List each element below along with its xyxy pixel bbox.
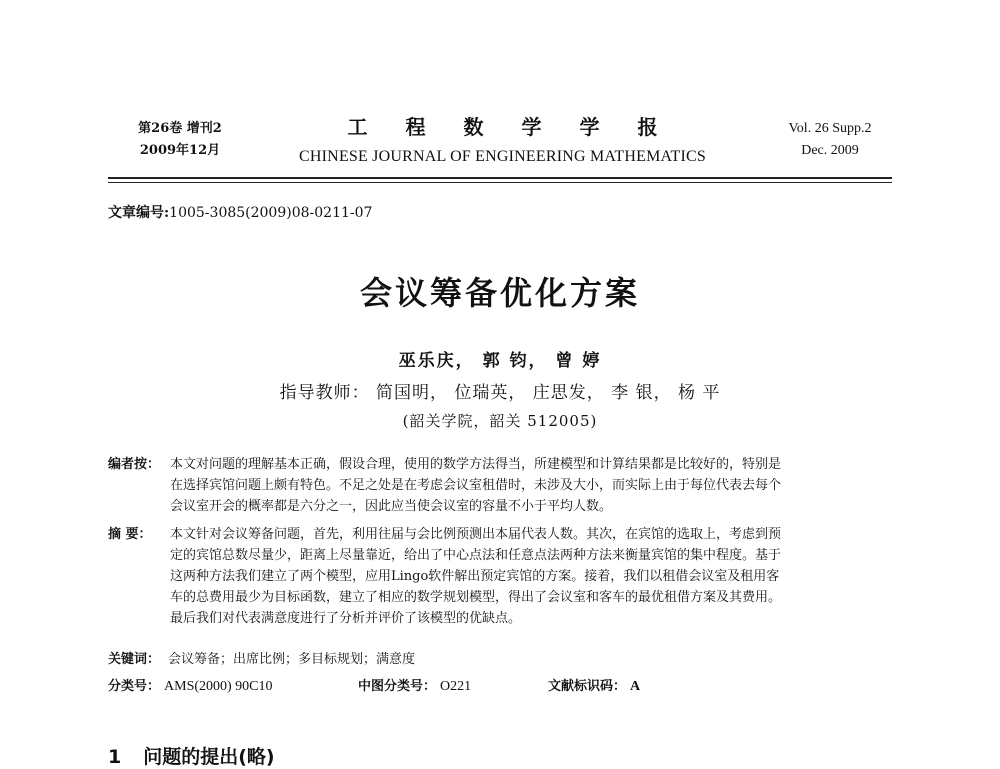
- abstract-line: 本文针对会议筹备问题，首先，利用往届与会比例预测出本届代表人数。其次，在宾馆的选取上，考虑到预: [170, 527, 782, 542]
- doc-label: 文献标识码：: [548, 679, 627, 694]
- advisors: 指导教师： 简国明， 位瑞英， 庄思发， 李 银， 杨 平: [279, 383, 721, 403]
- editor-note-line: 本文对问题的理解基本正确，假设合理，使用的数学方法得当，所建模型和计算结果都是比较好的，特别是: [170, 457, 782, 472]
- ams-label: 分类号：: [108, 679, 161, 694]
- cn-value: O221: [440, 679, 472, 694]
- article-number: [108, 202, 372, 222]
- keywords-value: 会议筹备；出席比例；多目标规划；满意度: [168, 652, 416, 667]
- abstract-line: 定的宾馆总数尽量少，距离上尽量靠近，给出了中心点法和任意点法两种方法来衡量宾馆的集中程度。基于: [170, 548, 782, 563]
- keywords: [108, 648, 415, 667]
- journal-volume-en: [760, 118, 900, 162]
- classification: [108, 675, 900, 695]
- volume-en: Vol. 26 Supp.2: [788, 121, 872, 136]
- abstract-line: 最后我们对代表满意度进行了分析并评价了该模型的优缺点。: [170, 611, 522, 626]
- section-title: 问题的提出(略): [143, 746, 275, 768]
- doc-value: A: [630, 679, 641, 694]
- editor-note-line: 在选择宾馆问题上颇有特色。不足之处是在考虑会议室租借时，未涉及大小，而实际上由于每位代表去每个: [170, 478, 782, 493]
- header-rule-thin: [108, 182, 892, 183]
- journal-name-en: CHINESE JOURNAL OF ENGINEERING MATHEMATICS: [299, 148, 706, 165]
- ams-classification: [108, 675, 358, 695]
- section-number: 1: [108, 746, 122, 768]
- article-number-label: 文章编号:: [108, 205, 170, 221]
- ams-value: AMS(2000) 90C10: [164, 679, 273, 694]
- abstract-line: 这两种方法我们建立了两个模型，应用Lingo软件解出预定宾馆的方案。接着，我们以租借会议室及租用客: [170, 569, 780, 584]
- journal-name: [255, 112, 750, 170]
- date-cn: 2009年12月: [139, 143, 221, 158]
- volume-cn: 第26卷 增刊2: [138, 121, 222, 136]
- editor-note-label: 编者按：: [108, 457, 161, 472]
- keywords-label: 关键词：: [108, 652, 161, 667]
- doc-code: [548, 675, 640, 695]
- paper-title: 会议筹备优化方案: [359, 274, 640, 312]
- journal-volume-cn: [110, 118, 250, 162]
- editor-note-line: 会议室开会的概率都是六分之一，因此应当使会议室的容量不小于平均人数。: [170, 499, 613, 514]
- section-heading: [108, 742, 275, 769]
- abstract-line: 车的总费用最少为目标函数，建立了相应的数学规划模型，得出了会议室和客车的最优租借方案及其费用。: [170, 590, 782, 605]
- article-number-value: 1005-3085(2009)08-0211-07: [169, 205, 373, 221]
- date-en: Dec. 2009: [801, 143, 859, 158]
- journal-name-cn: 工程数学学报: [347, 115, 696, 139]
- abstract: [108, 524, 900, 629]
- editor-note: [108, 454, 900, 517]
- header-rule-thick: [108, 177, 892, 179]
- cn-classification: [358, 675, 548, 695]
- abstract-label: 摘 要：: [108, 527, 152, 542]
- cn-label: 中图分类号：: [358, 679, 437, 694]
- affiliation: (韶关学院，韶关 512005): [402, 412, 598, 430]
- authors: 巫乐庆， 郭 钧， 曾 婷: [398, 351, 602, 371]
